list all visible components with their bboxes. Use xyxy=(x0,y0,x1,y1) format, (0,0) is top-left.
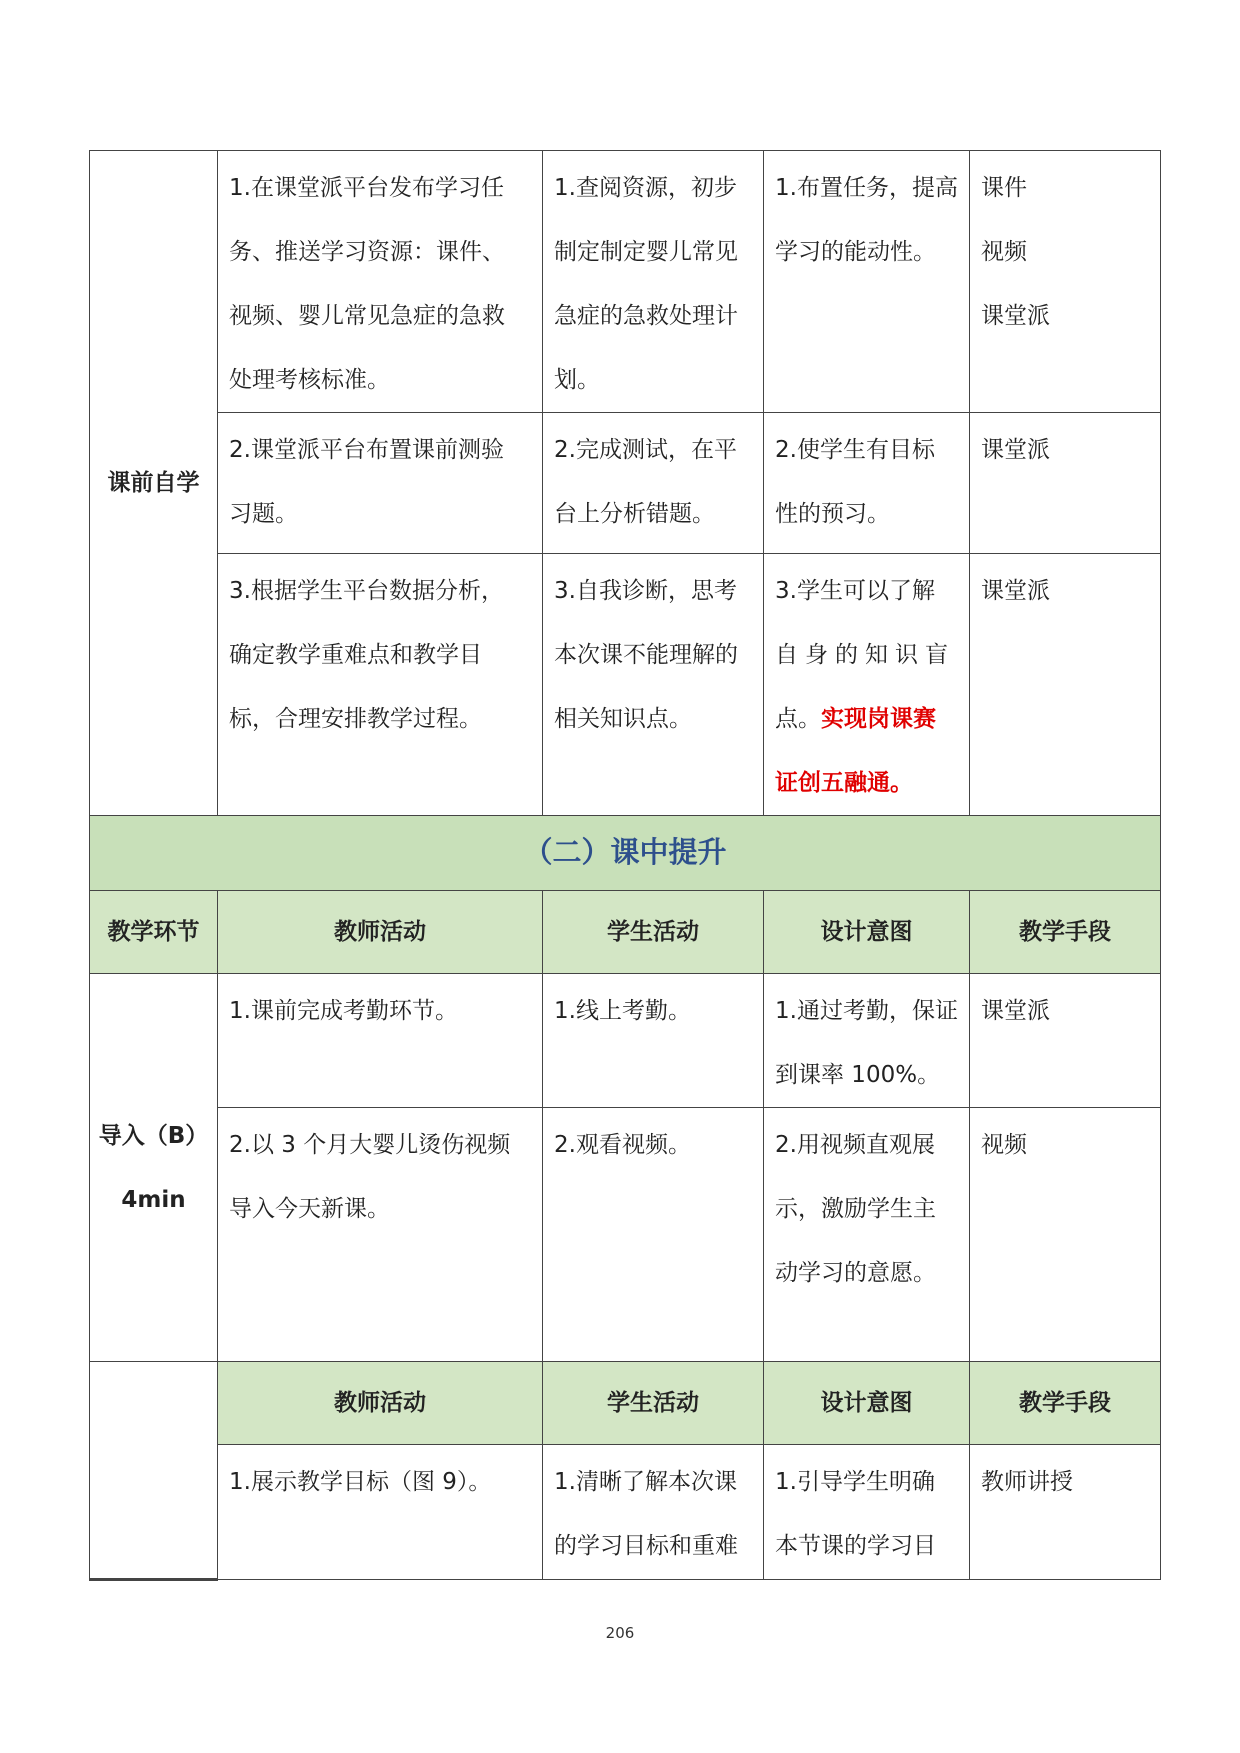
header-means: 教学手段 xyxy=(970,1362,1161,1445)
teaching-means-cell: 教师讲授 xyxy=(970,1445,1161,1580)
header-means: 教学手段 xyxy=(970,891,1161,974)
lesson-plan-table xyxy=(89,150,1161,1581)
section-title-row xyxy=(90,816,1161,891)
teacher-activity-cell: 3.根据学生平台数据分析， 确定教学重难点和教学目 标，合理安排教学过程。 xyxy=(218,554,543,816)
design-intent-cell: 2.用视频直观展 示，激励学生主 动学习的意愿。 xyxy=(764,1108,970,1362)
header-teacher: 教师活动 xyxy=(218,1362,543,1445)
teacher-activity-cell: 1.课前完成考勤环节。 xyxy=(218,974,543,1108)
teaching-means-cell: 课件 视频 课堂派 xyxy=(970,151,1161,413)
design-intent-cell: 3.学生可以了解 自身的知识盲 点。实现岗课赛 证创五融通。 xyxy=(764,554,970,816)
student-activity-cell: 3.自我诊断，思考 本次课不能理解的 相关知识点。 xyxy=(543,554,764,816)
header-intent: 设计意图 xyxy=(764,891,970,974)
teaching-means-cell: 课堂派 xyxy=(970,974,1161,1108)
section-title: （二）课中提升 xyxy=(523,834,727,869)
header-intent: 设计意图 xyxy=(764,1362,970,1445)
header-stage: 教学环节 xyxy=(90,891,218,974)
header-teacher: 教师活动 xyxy=(218,891,543,974)
teaching-means-cell: 视频 xyxy=(970,1108,1161,1362)
teacher-activity-cell: 2.以 3 个月大婴儿烫伤视频 导入今天新课。 xyxy=(218,1108,543,1362)
pre-study-row-1 xyxy=(90,151,1161,413)
intro-row-1 xyxy=(90,974,1161,1108)
student-activity-cell: 1.线上考勤。 xyxy=(543,974,764,1108)
student-activity-cell: 1.查阅资源，初步 制定制定婴儿常见 急症的急救处理计 划。 xyxy=(543,151,764,413)
design-intent-cell: 1.通过考勤，保证 到课率 100%。 xyxy=(764,974,970,1108)
header-student: 学生活动 xyxy=(543,1362,764,1445)
teaching-means-cell: 课堂派 xyxy=(970,413,1161,554)
teacher-activity-cell: 1.在课堂派平台发布学习任 务、推送学习资源：课件、 视频、婴儿常见急症的急救 处理考核标准。 xyxy=(218,151,543,413)
pre-study-row-2 xyxy=(90,413,1161,554)
teacher-activity-cell: 1.展示教学目标（图 9）。 xyxy=(218,1445,543,1580)
header-student: 学生活动 xyxy=(543,891,764,974)
stage-cell-empty xyxy=(90,1362,218,1580)
highlight-text: 证创五融通。 xyxy=(775,770,913,796)
teacher-activity-cell: 2.课堂派平台布置课前测验 习题。 xyxy=(218,413,543,554)
next-header-row xyxy=(90,1362,1161,1445)
design-intent-cell: 2.使学生有目标 性的预习。 xyxy=(764,413,970,554)
stage-cell-pre-study: 课前自学 xyxy=(90,151,218,816)
next-row-1 xyxy=(90,1445,1161,1580)
design-intent-cell: 1.引导学生明确 本节课的学习目 xyxy=(764,1445,970,1580)
student-activity-cell: 2.观看视频。 xyxy=(543,1108,764,1362)
intro-row-2 xyxy=(90,1108,1161,1362)
student-activity-cell: 1.清晰了解本次课 的学习目标和重难 xyxy=(543,1445,764,1580)
column-header-row xyxy=(90,891,1161,974)
highlight-text: 实现岗课赛 xyxy=(821,706,936,732)
pre-study-row-3 xyxy=(90,554,1161,816)
student-activity-cell: 2.完成测试，在平 台上分析错题。 xyxy=(543,413,764,554)
stage-cell-intro: 导入（B） 4min xyxy=(90,974,218,1362)
page-number: 206 xyxy=(605,1624,635,1642)
teaching-means-cell: 课堂派 xyxy=(970,554,1161,816)
design-intent-cell: 1.布置任务，提高 学习的能动性。 xyxy=(764,151,970,413)
